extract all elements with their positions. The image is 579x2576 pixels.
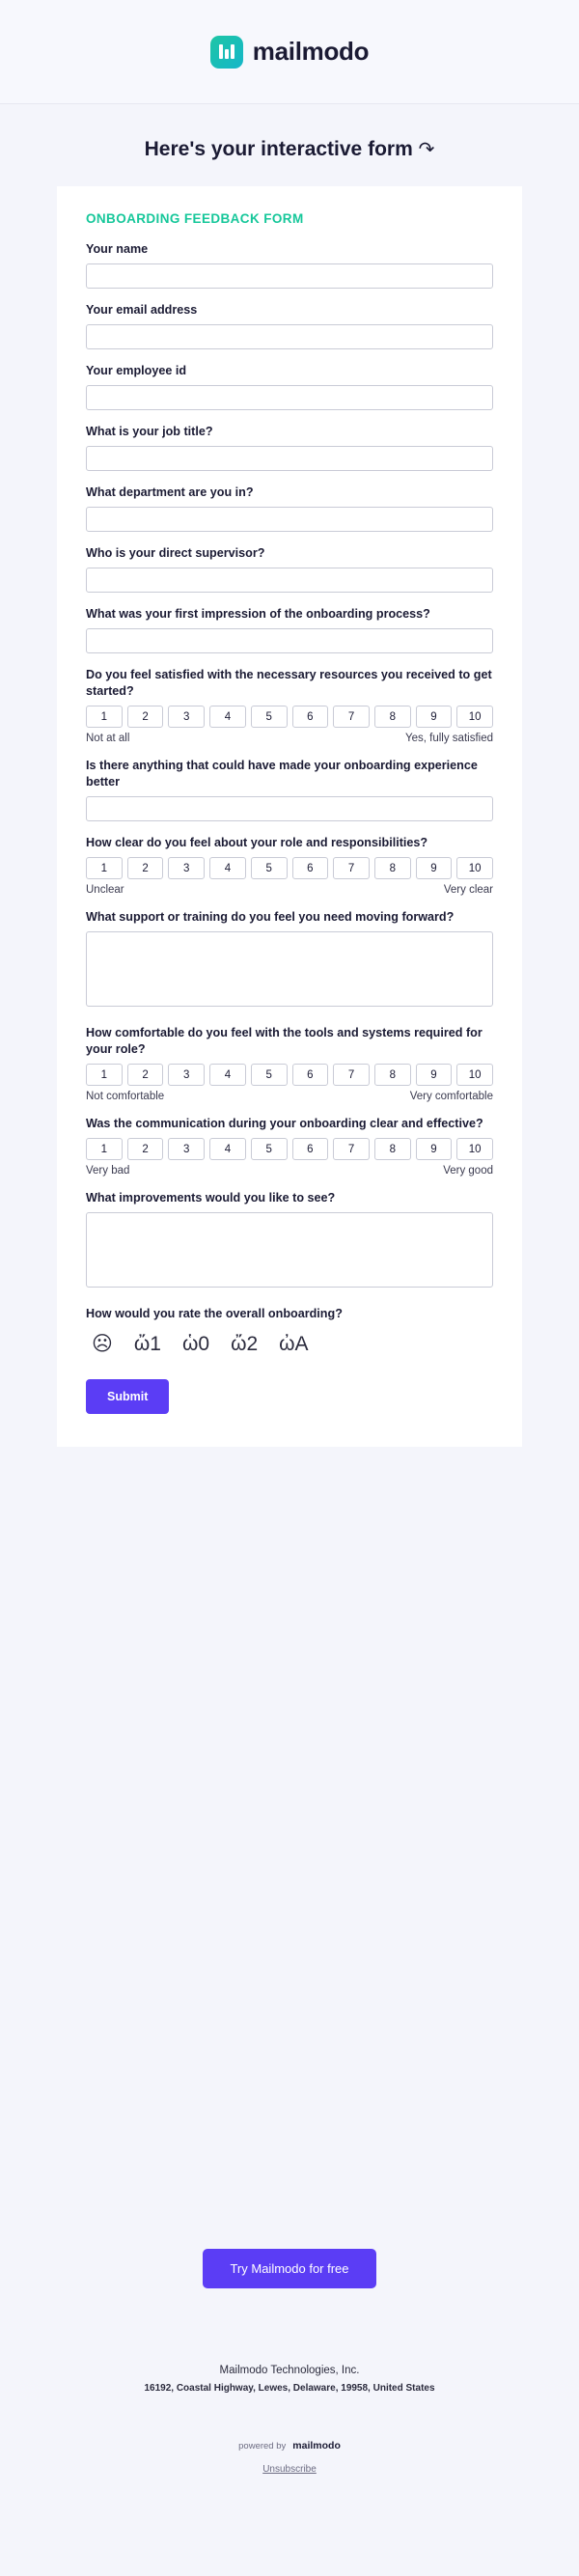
cta-section bbox=[0, 2249, 579, 2288]
field-label-support-training: What support or training do you feel you need moving forward? bbox=[86, 910, 455, 924]
scale-option[interactable]: 2 bbox=[127, 706, 164, 728]
scale-option[interactable]: 2 bbox=[127, 1064, 164, 1086]
scale-legend-resources bbox=[86, 733, 493, 744]
scale-option[interactable]: 4 bbox=[209, 1138, 246, 1160]
scale-option[interactable]: 8 bbox=[374, 857, 411, 879]
scale-legend-communication bbox=[86, 1165, 493, 1177]
scale-option[interactable]: 3 bbox=[168, 857, 205, 879]
email-footer bbox=[0, 2365, 579, 2475]
scale-option[interactable]: 6 bbox=[292, 857, 329, 879]
scale-option[interactable]: 7 bbox=[333, 1064, 370, 1086]
scale-option[interactable]: 3 bbox=[168, 1064, 205, 1086]
scale-legend-left: Very bad bbox=[86, 1165, 130, 1177]
scale-option[interactable]: 2 bbox=[127, 1138, 164, 1160]
scale-option[interactable]: 8 bbox=[374, 706, 411, 728]
support-training-textarea[interactable] bbox=[86, 931, 493, 1007]
your-email-input[interactable] bbox=[86, 324, 493, 349]
field-label-better-experience: Is there anything that could have made your onboarding experience better bbox=[86, 759, 478, 789]
field-label-department: What department are you in? bbox=[86, 485, 254, 499]
field-label-resources-satisfaction: Do you feel satisfied with the necessary resources you received to get started? bbox=[86, 668, 492, 698]
scale-legend-right: Very comfortable bbox=[409, 1091, 493, 1102]
scale-option[interactable]: 8 bbox=[374, 1064, 411, 1086]
submit-button[interactable]: Submit bbox=[86, 1379, 169, 1414]
unsubscribe-link[interactable]: Unsubscribe bbox=[262, 2464, 317, 2475]
scale-option[interactable]: 6 bbox=[292, 1064, 329, 1086]
powered-by-label: powered by bbox=[238, 2440, 287, 2451]
scale-option[interactable]: 5 bbox=[251, 1064, 288, 1086]
employee-id-input[interactable] bbox=[86, 385, 493, 410]
overall-rating-emoji-row bbox=[86, 1334, 493, 1354]
scale-option[interactable]: 1 bbox=[86, 706, 123, 728]
scale-option[interactable]: 5 bbox=[251, 857, 288, 879]
scale-legend-right: Very good bbox=[443, 1165, 493, 1177]
emoji-very-sad-icon[interactable]: ☹ bbox=[92, 1333, 113, 1355]
department-input[interactable] bbox=[86, 507, 493, 532]
field-label-tools-comfort: How comfortable do you feel with the tools and systems required for your role? bbox=[86, 1026, 482, 1056]
scale-role-clarity bbox=[86, 857, 493, 879]
field-label-your-name: Your name bbox=[86, 242, 149, 256]
scale-option[interactable]: 8 bbox=[374, 1138, 411, 1160]
scale-option[interactable]: 5 bbox=[251, 1138, 288, 1160]
scale-option[interactable]: 9 bbox=[416, 706, 453, 728]
scale-option[interactable]: 2 bbox=[127, 857, 164, 879]
brand-name: mailmodo bbox=[252, 37, 370, 66]
improvements-textarea[interactable] bbox=[86, 1212, 493, 1288]
scale-option[interactable]: 10 bbox=[456, 706, 493, 728]
your-name-input[interactable] bbox=[86, 263, 493, 289]
email-header bbox=[0, 0, 579, 104]
footer-address: 16192, Coastal Highway, Lewes, Delaware, 19958, United States bbox=[144, 2383, 435, 2394]
scale-option[interactable]: 4 bbox=[209, 1064, 246, 1086]
field-label-communication: Was the communication during your onboarding clear and effective? bbox=[86, 1117, 483, 1130]
powered-by bbox=[0, 2440, 579, 2451]
scale-option[interactable]: 10 bbox=[456, 1064, 493, 1086]
first-impression-input[interactable] bbox=[86, 628, 493, 653]
scale-option[interactable]: 9 bbox=[416, 1064, 453, 1086]
scale-legend-left: Not at all bbox=[86, 733, 130, 744]
curved-arrow-icon: ↷ bbox=[418, 139, 435, 160]
scale-option[interactable]: 1 bbox=[86, 1064, 123, 1086]
scale-option[interactable]: 6 bbox=[292, 1138, 329, 1160]
scale-option[interactable]: 9 bbox=[416, 857, 453, 879]
emoji-neutral-icon[interactable]: ὡ0 bbox=[181, 1333, 210, 1355]
scale-option[interactable]: 10 bbox=[456, 1138, 493, 1160]
mailmodo-bars-icon bbox=[210, 36, 243, 69]
scale-option[interactable]: 1 bbox=[86, 857, 123, 879]
field-label-first-impression: What was your first impression of the onboarding process? bbox=[86, 607, 430, 621]
scale-option[interactable]: 6 bbox=[292, 706, 329, 728]
field-label-your-email: Your email address bbox=[86, 303, 198, 317]
field-label-overall-rating: How would you rate the overall onboarding? bbox=[86, 1307, 343, 1320]
scale-option[interactable]: 9 bbox=[416, 1138, 453, 1160]
scale-option[interactable]: 3 bbox=[168, 1138, 205, 1160]
form-title: ONBOARDING FEEDBACK FORM bbox=[86, 211, 304, 226]
try-mailmodo-button[interactable]: Try Mailmodo for free bbox=[203, 2249, 375, 2288]
field-label-job-title: What is your job title? bbox=[86, 425, 213, 438]
page-title-text: Here's your interactive form bbox=[144, 138, 413, 160]
field-label-role-clarity: How clear do you feel about your role and responsibilities? bbox=[86, 836, 428, 849]
scale-option[interactable]: 7 bbox=[333, 857, 370, 879]
scale-legend-right: Yes, fully satisfied bbox=[405, 733, 493, 744]
scale-option[interactable]: 10 bbox=[456, 857, 493, 879]
feedback-form-card bbox=[57, 186, 522, 1447]
emoji-happy-icon[interactable]: ὤ2 bbox=[231, 1333, 259, 1355]
scale-legend-left: Not comfortable bbox=[86, 1091, 165, 1102]
better-experience-input[interactable] bbox=[86, 796, 493, 821]
field-label-employee-id: Your employee id bbox=[86, 364, 187, 377]
brand-logo bbox=[210, 36, 369, 69]
scale-legend-tools-comfort bbox=[86, 1091, 493, 1102]
scale-legend-right: Very clear bbox=[443, 884, 493, 896]
field-label-supervisor: Who is your direct supervisor? bbox=[86, 546, 265, 560]
supervisor-input[interactable] bbox=[86, 568, 493, 593]
scale-option[interactable]: 7 bbox=[333, 706, 370, 728]
footer-company: Mailmodo Technologies, Inc. bbox=[219, 2365, 360, 2376]
scale-option[interactable]: 1 bbox=[86, 1138, 123, 1160]
scale-legend-role-clarity bbox=[86, 884, 493, 896]
scale-communication bbox=[86, 1138, 493, 1160]
job-title-input[interactable] bbox=[86, 446, 493, 471]
field-label-improvements: What improvements would you like to see? bbox=[86, 1191, 336, 1205]
scale-option[interactable]: 3 bbox=[168, 706, 205, 728]
emoji-sad-icon[interactable]: ὤ1 bbox=[133, 1333, 161, 1355]
powered-by-brand: mailmodo bbox=[292, 2440, 341, 2451]
scale-option[interactable]: 4 bbox=[209, 857, 246, 879]
scale-tools-comfort bbox=[86, 1064, 493, 1086]
page-title bbox=[0, 104, 579, 186]
scale-legend-left: Unclear bbox=[86, 884, 124, 896]
scale-resources-satisfaction bbox=[86, 706, 493, 728]
scale-option[interactable]: 4 bbox=[209, 706, 246, 728]
emoji-very-happy-icon[interactable]: ὠA bbox=[279, 1333, 309, 1355]
scale-option[interactable]: 7 bbox=[333, 1138, 370, 1160]
scale-option[interactable]: 5 bbox=[251, 706, 288, 728]
